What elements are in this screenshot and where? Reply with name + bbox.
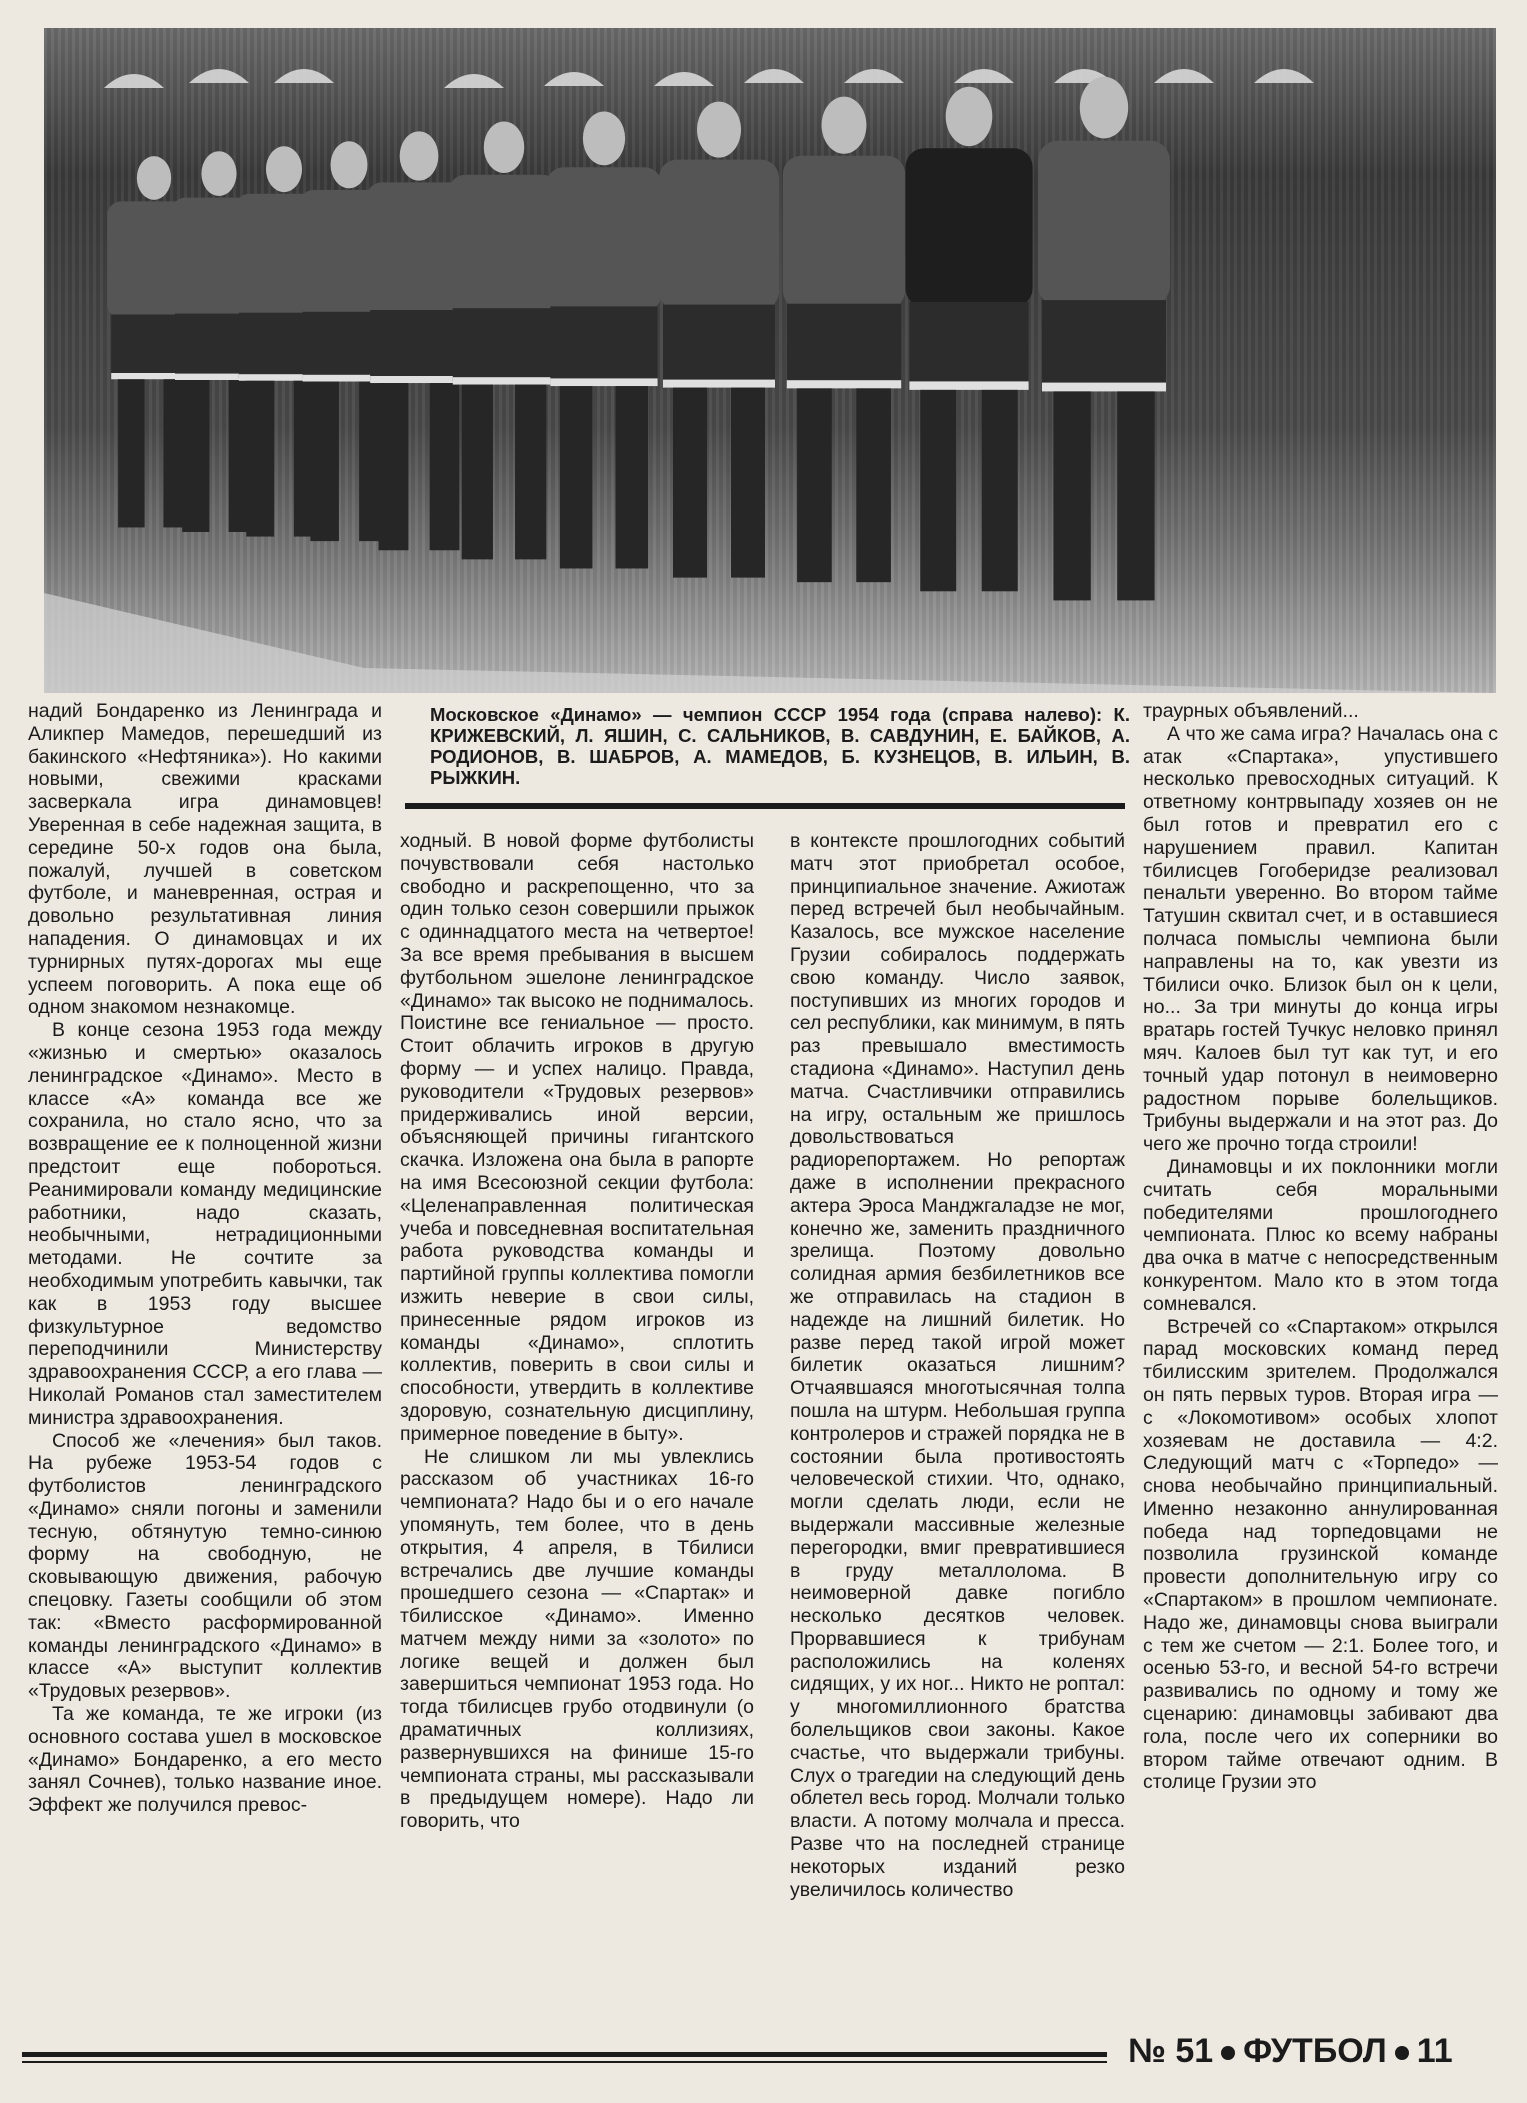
player-figure [905,87,1032,592]
magazine-title: ФУТБОЛ [1243,2032,1387,2070]
article-column-3 [790,830,1125,1901]
caption-divider [405,803,1125,809]
player-figure [783,97,905,583]
photo-caption: Московское «Динамо» — чемпион СССР 1954 года (справа налево): К. КРИЖЕВСКИЙ, Л. ЯШИН, С. САЛЬНИКОВ, В. САВДУНИН, Е. БАЙКОВ, А. РОДИОНОВ, В. ШАБРОВ, А. МАМЕДОВ, Б. КУЗНЕЦОВ, В. ИЛЬИН, В. РЫЖКИН. [430,704,1130,788]
team-photo-illustration [44,28,1496,693]
paragraph: траурных объявлений... [1143,700,1359,722]
paragraph: Та же команда, те же игроки (из основного состава ушел в московское «Динамо» Бондаренко, а его место занял Сочнев), только название иное. Эффект же получился превос- [28,1703,382,1817]
paragraph: надий Бондаренко из Ленинграда и Аликпер Мамедов, перешедший из бакинского «Нефтяника»). Но какими новыми, свежими красками засверкала игра динамовцев! Уверенная в себе надежная защита, в середине 50-х годов она была, пожалуй, лучшей в советском футболе, и маневренная, острая и довольно результативная линия нападения. О динамовцах и их турнирных путях-дорогах мы еще успеем поговорить. А пока еще об одном знакомом незнакомце. [28,700,382,1019]
paragraph: Динамовцы и их поклонники могли считать себя моральными победителями прошлогоднего чемпионата. Плюс ко всему набраны два очка в матче с непосредственным конкурентом. Мало кто в этом тогда сомневался. [1143,1155,1498,1315]
issue-number: № 51 [1128,2032,1214,2070]
paragraph: Встречей со «Спартаком» открылся парад московских команд перед тбилисским зрителем. Продолжался он пять первых туров. Вторая игра — с «Локомотивом» особых хлопот хозяевам не доставила — 4:2. Следующий матч с «Торпедо» — снова необычайно принципиальный. Именно незаконно аннулированная победа над торпедовцами не позволила грузинской команде провести дополнительную игру со «Спартаком» в прошлом чемпионате. Надо же, динамовцы снова выиграли с тем же счетом — 2:1. Более того, и осенью 53-го, и весной 54-го встречи развивались по одному и тому же сценарию: динамовцы забивают два гола, после чего их соперники во втором тайме отвечают одним. В столице Грузии это [1143,1315,1498,1794]
player-figure [659,102,779,578]
paragraph: А что же сама игра? Началась она с атак «Спартака», упустившего несколько превосходных ситуаций. К ответному контрвыпаду хозяев он не был готов и превратил его с нарушением правил. Капитан тбилисцев Гогоберидзе реализовал пенальти уверенно. Во втором тайме Татушин сквитал счет, и в оставшиеся полчаса помыслы чемпиона были направлены на то, как увезти из Тбилиси очко. Близок был он к цели, но... За три минуты до конца игры вратарь гостей Тучкус неловко принял мяч. Калоев был тут как тут, и его точный удар потонул в неимоверно радостном порыве болельщиков. Трибуны выдержали и на этот раз. До чего же прочно тогда строили! [1143,722,1498,1156]
footer-rule-thin [22,2061,1107,2063]
page-number: 11 [1416,2032,1453,2070]
paragraph: Не слишком ли мы увлеклись рассказом об участниках 16-го чемпионата? Надо бы и о его начале упомянуть, тем более, что в день открытия, 4 апреля, в Тбилиси встречались две лучшие команды прошедшего сезона — «Спартак» и тбилисское «Динамо». Именно матчем между ними за «золото» по логике вещей и должен был завершиться чемпионат 1953 года. Но тогда тбилисцев грубо отодвинули (о драматичных коллизиях, развернувшихся на финише 15-го чемпионата страны, мы рассказывали в предыдущем номере). Надо ли говорить, что [400,1445,754,1833]
player-figure [1038,77,1170,601]
paragraph: В конце сезона 1953 года между «жизнью и смертью» оказалось ленинградское «Динамо». Место в классе «А» команда все же сохранила, но стало ясно, что за возвращение ее к полноценной жизни предстоит еще побороться. Реанимировали команду медицинские работники, надо сказать, необычными, нетрадиционными методами. Не сочтите за необходимым употребить кавычки, так как в 1953 году высшее физкультурное ведомство переподчинили Министерству здравоохранения СССР, а его глава — Николай Романов стал заместителем министра здравоохранения. [28,1019,382,1429]
footer-rule [22,2052,1107,2057]
paragraph: Способ же «лечения» был таков. На рубеже 1953-54 годов с футболистов ленинградского «Динамо» сняли погоны и заменили тесную, обтянутую темно-синюю форму на свободную, не сковывающую движения, рабочую спецовку. Газеты сообщили об этом так: «Вместо расформированной команды ленинградского «Динамо» в классе «А» выступит коллектив «Трудовых резервов». [28,1429,382,1703]
paragraph: в контексте прошлогодних событий матч этот приобретал особое, принципиальное значение. Ажиотаж перед встречей был необычайным. Казалось, все мужское население Грузии собиралось поддержать свою команду. Число заявок, поступивших из многих городов и сел республики, как минимум, в пять раз превышало вместимость стадиона «Динамо». Наступил день матча. Счастливчики отправились на игру, остальным же пришлось довольствоваться радиорепортажем. Но репортаж даже в исполнении прекрасного актера Эроса Манджгаладзе не мог, конечно же, заменить праздничного зрелища. Поэтому довольно солидная армия безбилетников все же отправилась на стадион в надежде на лишний билетик. Но разве перед такой игрой может билетик оказаться лишним? Отчаявшаяся многотысячная толпа пошла на штурм. Небольшая группа контролеров и стражей порядка не в состоянии была противостоять человеческой стихии. Что, однако, могли сделать люди, если не выдержали массивные железные перегородки, вмиг превратившиеся в груду металлолома. В неимоверной давке погибло несколько десятков человек. Прорвавшиеся к трибунам расположились на коленях сидящих, у их ног... Никто не роптал: у многомиллионного братства болельщиков свои законы. Какое счастье, что выдержали трибуны. Слух о трагедии на следующий день облетел весь город. Молчали только власти. А потому молчала и пресса. Разве что на последней странице некоторых изданий резко увеличилось количество [790,830,1125,1901]
article-column-2 [400,830,754,1833]
bullet-icon [1221,2046,1235,2060]
article-column-4 [1143,700,1498,1794]
bullet-icon [1395,2046,1409,2060]
paragraph: ходный. В новой форме футболисты почувствовали себя настолько свободно и раскрепощенно, что за один только сезон совершили прыжок с одиннадцатого места на четвертое! За все время пребывания в высшем футбольном эшелоне ленинградское «Динамо» так высоко не поднималось. Поистине все гениальное — просто. Стоит облачить игроков в другую форму — и успех налицо. Правда, руководители «Трудовых резервов» придерживались иной версии, объясняющей причины гигантского скачка. Изложена она была в рапорте на имя Всесоюзной секции футбола: «Целенаправленная политическая учеба и повседневная воспитательная работа руководства команды и партийной группы коллектива помогли изжить неверие в свои силы, принесенные рядом игроков из команды «Динамо», сплотить коллектив, поверить в свои силы и способности, утвердить в коллективе здоровую, сознательную дисциплину, примерное поведение в быту». [400,830,754,1445]
player-figure [449,121,559,559]
article-column-1 [28,700,382,1817]
player-figure [546,112,661,569]
page-footer [1128,2032,1498,2072]
team-photo [44,28,1496,693]
